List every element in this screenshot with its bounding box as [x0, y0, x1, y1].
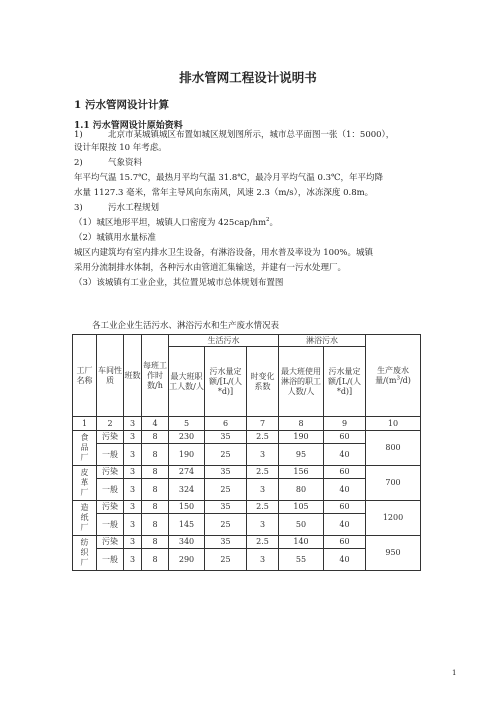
- table-cell: 35: [205, 431, 247, 444]
- column-index-cell: 7: [247, 417, 279, 431]
- production-wastewater-cell: 1200: [366, 501, 421, 536]
- item-3-sub-1-sup: 2: [266, 217, 270, 224]
- column-index-cell: 5: [169, 417, 205, 431]
- table-cell: 60: [324, 536, 366, 549]
- column-index-cell: 8: [279, 417, 324, 431]
- column-index-row: [73, 417, 421, 431]
- production-wastewater-cell: 950: [366, 536, 421, 571]
- table-cell: 3: [247, 444, 279, 466]
- header-hours: 每班工作时数/h: [142, 335, 169, 417]
- item-3-sub-2: （2）城镇用水量标准: [74, 233, 156, 243]
- table-cell: 3: [124, 444, 142, 466]
- table-cell: 60: [324, 501, 366, 514]
- column-index-cell: 6: [205, 417, 247, 431]
- table-row: [73, 501, 421, 514]
- table-cell: 8: [142, 479, 169, 501]
- factory-name-cell: 食品厂: [73, 431, 97, 466]
- table-cell: 8: [142, 501, 169, 514]
- item-3-sub-2-line-1: 城区内建筑均有室内排水卫生设备，有淋浴设备，用水普及率设为 100%。城镇: [74, 248, 374, 258]
- header-shifts: 班数: [124, 335, 142, 417]
- table-cell: 3: [247, 549, 279, 571]
- item-3-sub-1-text: （1）城区地形平坦，城镇人口密度为 425cap/hm: [74, 218, 267, 228]
- column-index-cell: 2: [97, 417, 124, 431]
- table-cell: 3: [247, 514, 279, 536]
- table-cell: 污染: [97, 431, 124, 444]
- table-cell: 105: [279, 501, 324, 514]
- table-cell: 8: [142, 549, 169, 571]
- table-cell: 324: [169, 479, 205, 501]
- header-sewage-quota: 污水量定额/[L/(人*d)]: [205, 347, 247, 417]
- table-cell: 2.5: [247, 536, 279, 549]
- table-cell: 25: [205, 549, 247, 571]
- table-cell: 污染: [97, 501, 124, 514]
- production-wastewater-cell: 800: [366, 431, 421, 466]
- table-row: [73, 466, 421, 479]
- table-cell: 290: [169, 549, 205, 571]
- item-3-number: 3): [74, 203, 83, 213]
- table-cell: 3: [124, 431, 142, 444]
- table-cell: 一般: [97, 444, 124, 466]
- table-cell: 8: [142, 431, 169, 444]
- table-cell: 3: [124, 514, 142, 536]
- header-shower-quota: 污水量定额/[L/(人*d)]: [324, 347, 366, 417]
- table-cell: 40: [324, 479, 366, 501]
- item-3-sub-3: （3）该城镇有工业企业，其位置见城市总体规划布置图: [74, 278, 284, 288]
- table-cell: 95: [279, 444, 324, 466]
- table-cell: 2.5: [247, 466, 279, 479]
- table-caption: 各工业企业生活污水、淋浴污水和生产废水情况表: [92, 321, 280, 331]
- table-cell: 污染: [97, 466, 124, 479]
- table-cell: 2.5: [247, 431, 279, 444]
- table-cell: 污染: [97, 536, 124, 549]
- table-cell: 40: [324, 549, 366, 571]
- item-2-number: 2): [74, 158, 83, 168]
- item-3-sub-1: [74, 217, 278, 229]
- table-cell: 340: [169, 536, 205, 549]
- table-cell: 60: [324, 466, 366, 479]
- table-cell: 3: [124, 549, 142, 571]
- table-cell: 156: [279, 466, 324, 479]
- table-cell: 80: [279, 479, 324, 501]
- table-cell: 35: [205, 466, 247, 479]
- header-production-suffix: /d): [399, 375, 411, 385]
- column-index-cell: 1: [73, 417, 97, 431]
- table-cell: 25: [205, 444, 247, 466]
- item-3-heading: 污水工程规划: [108, 203, 160, 213]
- column-index-cell: 3: [124, 417, 142, 431]
- header-factory: 工厂名称: [73, 335, 97, 417]
- header-group-shower: 淋浴污水: [279, 335, 366, 347]
- table-cell: 140: [279, 536, 324, 549]
- header-production-prefix: 生产废水量/(m: [375, 365, 409, 385]
- table-cell: 40: [324, 444, 366, 466]
- table-cell: 50: [279, 514, 324, 536]
- document-title: 排水管网工程设计说明书: [179, 70, 317, 85]
- header-production: [366, 335, 421, 417]
- item-1-line-2: 设计年限按 10 年考虑。: [74, 143, 167, 153]
- page-number: 1: [452, 669, 457, 677]
- table-cell: 一般: [97, 479, 124, 501]
- table-cell: 8: [142, 514, 169, 536]
- header-shower-users: 最大班使用淋浴的职工人数/人: [279, 347, 324, 417]
- production-wastewater-cell: 700: [366, 466, 421, 501]
- table-cell: 145: [169, 514, 205, 536]
- table-cell: 25: [205, 514, 247, 536]
- table-cell: 55: [279, 549, 324, 571]
- table-cell: 25: [205, 479, 247, 501]
- item-2-heading: 气象资料: [108, 158, 143, 168]
- section-heading-1-1: 1.1 污水管网设计原始资料: [74, 121, 183, 131]
- wastewater-table: [72, 334, 421, 571]
- table-cell: 8: [142, 536, 169, 549]
- table-row: [73, 536, 421, 549]
- header-workshop: 车间性质: [97, 335, 124, 417]
- item-3-sub-2-line-2: 采用分流制排水体制，各种污水由管道汇集输送，并建有一污水处理厂。: [74, 263, 347, 273]
- table-cell: 8: [142, 444, 169, 466]
- item-2-line-1: 年平均气温 15.7℃，最热月平均气温 31.8℃，最冷月平均气温 0.3℃，年平均降: [74, 173, 384, 183]
- table-cell: 230: [169, 431, 205, 444]
- section-heading-1: 1 污水管网设计计算: [74, 99, 169, 111]
- table-cell: 一般: [97, 514, 124, 536]
- factory-name-cell: 造纸厂: [73, 501, 97, 536]
- table-row: [73, 431, 421, 444]
- table-cell: 3: [124, 466, 142, 479]
- table-cell: 274: [169, 466, 205, 479]
- item-3-sub-1-end: 。: [269, 218, 279, 228]
- table-cell: 3: [124, 536, 142, 549]
- header-variation: 时变化系数: [247, 347, 279, 417]
- table-cell: 60: [324, 431, 366, 444]
- table-cell: 35: [205, 501, 247, 514]
- column-index-cell: 9: [324, 417, 366, 431]
- table-cell: 40: [324, 514, 366, 536]
- header-max-workers: 最大班职工人数/人: [169, 347, 205, 417]
- column-index-cell: 10: [366, 417, 421, 431]
- factory-name-cell: 皮革厂: [73, 466, 97, 501]
- header-production-sup: 3: [396, 374, 400, 381]
- item-2-line-2: 水量 1127.3 毫米，常年主导风向东南风，风速 2.3（m/s），冰冻深度 0.8m。: [74, 188, 374, 198]
- item-1-number: 1): [74, 130, 83, 140]
- table-cell: 一般: [97, 549, 124, 571]
- table-cell: 190: [279, 431, 324, 444]
- header-group-domestic: 生活污水: [169, 335, 279, 347]
- table-cell: 190: [169, 444, 205, 466]
- column-index-cell: 4: [142, 417, 169, 431]
- table-cell: 3: [247, 479, 279, 501]
- table-cell: 8: [142, 466, 169, 479]
- table-cell: 3: [124, 479, 142, 501]
- factory-name-cell: 纺织厂: [73, 536, 97, 571]
- table-cell: 2.5: [247, 501, 279, 514]
- item-1-line-1: 北京市某城镇城区布置如城区规划图所示，城市总平面图一张（1：5000），: [108, 130, 395, 140]
- table-cell: 35: [205, 536, 247, 549]
- table-cell: 3: [124, 501, 142, 514]
- table-cell: 150: [169, 501, 205, 514]
